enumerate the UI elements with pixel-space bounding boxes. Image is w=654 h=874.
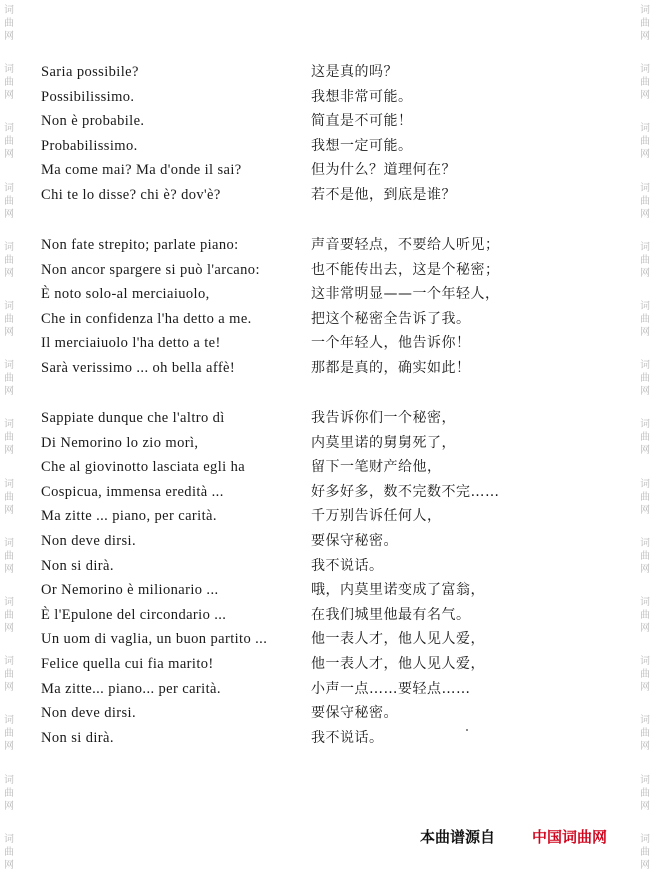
watermark-unit (3, 833, 15, 872)
watermark-char: 曲 (640, 728, 650, 740)
lyric-line (0, 87, 654, 111)
watermark-char: 网 (4, 386, 14, 398)
italian-text: Un uom di vaglia, un buon partito ... (41, 631, 268, 648)
italian-text: Non si dirà. (41, 729, 114, 746)
watermark-char: 网 (640, 859, 650, 871)
chinese-text: 好多好多，数不完数不完…… (311, 483, 500, 500)
watermark-char: 词 (640, 5, 650, 16)
italian-text: Non si dirà. (41, 557, 114, 574)
watermark-char: 曲 (4, 314, 14, 326)
watermark-char: 网 (4, 90, 14, 102)
watermark-char: 词 (640, 360, 650, 372)
lyric-line (0, 506, 654, 530)
watermark-char: 曲 (4, 195, 14, 207)
watermark-char: 词 (4, 419, 14, 431)
italian-text: Non ancor spargere si può l'arcano: (41, 261, 260, 278)
watermark-char: 词 (640, 537, 650, 549)
watermark-char: 网 (640, 682, 650, 694)
watermark-char: 词 (4, 715, 14, 727)
watermark-char: 网 (4, 800, 14, 812)
lyric-line (0, 605, 654, 629)
watermark-char: 词 (640, 182, 650, 194)
chinese-text: 一个年轻人，他告诉你！ (311, 335, 471, 352)
watermark-unit (639, 774, 651, 813)
watermark-char: 网 (640, 445, 650, 457)
watermark-unit (639, 4, 651, 43)
chinese-text: 要保守秘密。 (311, 533, 398, 549)
watermark-char: 网 (4, 563, 14, 575)
chinese-text: 要保守秘密。 (311, 705, 398, 722)
footer-brand[interactable]: 中国词曲网 (532, 828, 608, 846)
watermark-char: 词 (640, 123, 650, 135)
chinese-text: 我不说话。 (311, 557, 384, 574)
italian-text: Probabilissimo. (41, 137, 138, 154)
watermark-char: 词 (4, 301, 14, 313)
watermark-char: 网 (4, 623, 14, 635)
watermark-char: 词 (640, 597, 650, 609)
watermark-char: 词 (640, 715, 650, 727)
watermark-char: 网 (640, 623, 650, 635)
watermark-char: 词 (4, 656, 14, 668)
watermark-char: 曲 (4, 18, 14, 29)
lyric-line (0, 556, 654, 580)
watermark-char: 曲 (640, 136, 650, 148)
watermark-char: 词 (4, 774, 14, 786)
lyric-line (0, 654, 654, 678)
lyric-line (0, 284, 654, 308)
chinese-text: 他一表人才，他人见人爱， (311, 656, 485, 672)
lyric-line (0, 235, 654, 259)
italian-text: Sappiate dunque che l'altro dì (41, 410, 225, 426)
chinese-text: 我告诉你们一个秘密， (311, 410, 456, 426)
watermark-unit (639, 833, 651, 872)
watermark-char: 曲 (4, 432, 14, 444)
italian-text: Non deve dirsi. (41, 533, 136, 549)
watermark-char: 网 (640, 90, 650, 102)
watermark-char: 网 (4, 859, 14, 871)
watermark-char: 网 (640, 504, 650, 516)
chinese-text: 哦，内莫里诺变成了富翁， (311, 582, 485, 599)
chinese-text: 这是真的吗？ (311, 64, 398, 80)
chinese-text: 留下一笔财产给他， (311, 459, 442, 476)
watermark-char: 曲 (4, 373, 14, 385)
lyric-line (0, 728, 654, 752)
italian-text: È noto solo-al merciaiuolo, (41, 286, 210, 303)
lyric-line (0, 457, 654, 481)
watermark-char: 曲 (640, 669, 650, 681)
lyric-line (0, 703, 654, 727)
lyric-line (0, 260, 654, 284)
lyric-line (0, 629, 654, 653)
lyric-line (0, 358, 654, 382)
watermark-char: 词 (640, 478, 650, 490)
watermark-char: 词 (4, 360, 14, 372)
watermark-char: 词 (4, 5, 14, 16)
watermark-char: 曲 (4, 77, 14, 89)
lyric-line (0, 433, 654, 457)
chinese-text: 声音要轻点，不要给人听见； (311, 237, 500, 253)
watermark-char: 曲 (4, 550, 14, 562)
chinese-text: 内莫里诺的舅舅死了， (311, 434, 456, 451)
watermark-char: 曲 (4, 846, 14, 858)
lyric-line (0, 111, 654, 135)
watermark-char: 曲 (640, 314, 650, 326)
watermark-char: 曲 (4, 254, 14, 266)
watermark-char: 曲 (4, 491, 14, 503)
watermark-char: 网 (640, 741, 650, 753)
watermark-char: 曲 (640, 373, 650, 385)
italian-text: Saria possibile? (41, 64, 139, 80)
italian-text: Possibilissimo. (41, 88, 135, 105)
italian-text: Ma come mai? Ma d'onde il sai? (41, 162, 242, 179)
watermark-unit (3, 4, 15, 43)
watermark-char: 网 (4, 208, 14, 220)
stray-mark (466, 729, 468, 731)
watermark-char: 词 (4, 478, 14, 490)
italian-text: È l'Epulone del circondario ... (41, 606, 227, 623)
watermark-char: 曲 (640, 18, 650, 29)
watermark-char: 网 (4, 267, 14, 279)
italian-text: Felice quella cui fia marito! (41, 656, 214, 672)
watermark-char: 曲 (4, 787, 14, 799)
watermark-char: 曲 (4, 728, 14, 740)
chinese-text: 简直是不可能！ (311, 113, 413, 130)
chinese-text: 那都是真的，确实如此！ (311, 360, 471, 376)
watermark-char: 词 (4, 123, 14, 135)
chinese-text: 我想一定可能。 (311, 137, 413, 154)
chinese-text: 若不是他，到底是谁？ (311, 187, 456, 203)
watermark-char: 网 (640, 386, 650, 398)
chinese-text: 小声一点……要轻点…… (311, 680, 471, 697)
watermark-char: 网 (4, 682, 14, 694)
chinese-text: 把这个秘密全告诉了我。 (311, 310, 471, 327)
watermark-char: 词 (4, 182, 14, 194)
italian-text: Non fate strepito; parlate piano: (41, 237, 239, 253)
italian-text: Or Nemorino è milionario ... (41, 582, 219, 599)
footer-prefix: 本曲谱源自 (420, 828, 496, 846)
watermark-char: 曲 (640, 550, 650, 562)
watermark-char: 曲 (640, 491, 650, 503)
italian-text: Che in confidenza l'ha detto a me. (41, 310, 252, 327)
watermark-char: 词 (640, 419, 650, 431)
watermark-char: 词 (640, 241, 650, 253)
watermark-char: 曲 (640, 610, 650, 622)
chinese-text: 在我们城里他最有名气。 (311, 606, 471, 623)
italian-text: Ma zitte ... piano, per carità. (41, 508, 217, 525)
italian-text: Cospicua, immensa eredità ... (41, 483, 224, 500)
watermark-char: 网 (4, 31, 14, 42)
chinese-text: 也不能传出去，这是个秘密； (311, 261, 500, 278)
watermark-char: 网 (4, 149, 14, 161)
watermark-char: 词 (640, 833, 650, 845)
lyric-line (0, 580, 654, 604)
chinese-text: 他一表人才，他人见人爱， (311, 631, 485, 648)
watermark-char: 网 (640, 149, 650, 161)
watermark-char: 曲 (640, 432, 650, 444)
watermark-char: 网 (4, 504, 14, 516)
lyric-line (0, 62, 654, 86)
italian-text: Non deve dirsi. (41, 705, 136, 722)
italian-text: Che al giovinotto lasciata egli ha (41, 459, 246, 476)
chinese-text: 但为什么？道理何在？ (311, 162, 456, 179)
italian-text: Ma zitte... piano... per carità. (41, 680, 221, 697)
watermark-char: 曲 (640, 254, 650, 266)
lyric-line (0, 482, 654, 506)
watermark-char: 网 (640, 31, 650, 42)
italian-text: Sarà verissimo ... oh bella affè! (41, 360, 236, 376)
italian-text: Chi te lo disse? chi è? dov'è? (41, 187, 221, 203)
watermark-char: 词 (4, 537, 14, 549)
lyric-line (0, 160, 654, 184)
watermark-char: 网 (4, 741, 14, 753)
lyric-line (0, 531, 654, 555)
watermark-char: 网 (4, 445, 14, 457)
watermark-unit (3, 774, 15, 813)
source-footer (420, 826, 640, 846)
watermark-char: 网 (640, 800, 650, 812)
watermark-char: 曲 (4, 610, 14, 622)
lyric-line (0, 136, 654, 160)
watermark-char: 网 (640, 327, 650, 339)
watermark-char: 词 (640, 774, 650, 786)
watermark-char: 词 (4, 833, 14, 845)
lyric-line (0, 679, 654, 703)
watermark-char: 词 (640, 301, 650, 313)
italian-text: Di Nemorino lo zio morì, (41, 434, 199, 451)
chinese-text: 我不说话。 (311, 729, 384, 746)
watermark-char: 网 (4, 327, 14, 339)
watermark-char: 曲 (640, 846, 650, 858)
watermark-char: 词 (4, 241, 14, 253)
lyric-line (0, 185, 654, 209)
watermark-char: 曲 (640, 195, 650, 207)
lyric-line (0, 408, 654, 432)
chinese-text: 我想非常可能。 (311, 88, 413, 105)
watermark-char: 曲 (640, 787, 650, 799)
italian-text: Il merciaiuolo l'ha detto a te! (41, 335, 221, 352)
watermark-char: 词 (4, 64, 14, 76)
chinese-text: 这非常明显——一个年轻人， (311, 286, 500, 303)
lyric-line (0, 333, 654, 357)
watermark-char: 网 (640, 208, 650, 220)
chinese-text: 千万别告诉任何人， (311, 508, 442, 525)
watermark-char: 词 (4, 597, 14, 609)
watermark-char: 词 (640, 64, 650, 76)
watermark-char: 网 (640, 563, 650, 575)
italian-text: Non è probabile. (41, 113, 145, 130)
watermark-char: 曲 (4, 669, 14, 681)
watermark-char: 网 (640, 267, 650, 279)
watermark-char: 曲 (640, 77, 650, 89)
watermark-char: 词 (640, 656, 650, 668)
lyric-line (0, 309, 654, 333)
watermark-char: 曲 (4, 136, 14, 148)
